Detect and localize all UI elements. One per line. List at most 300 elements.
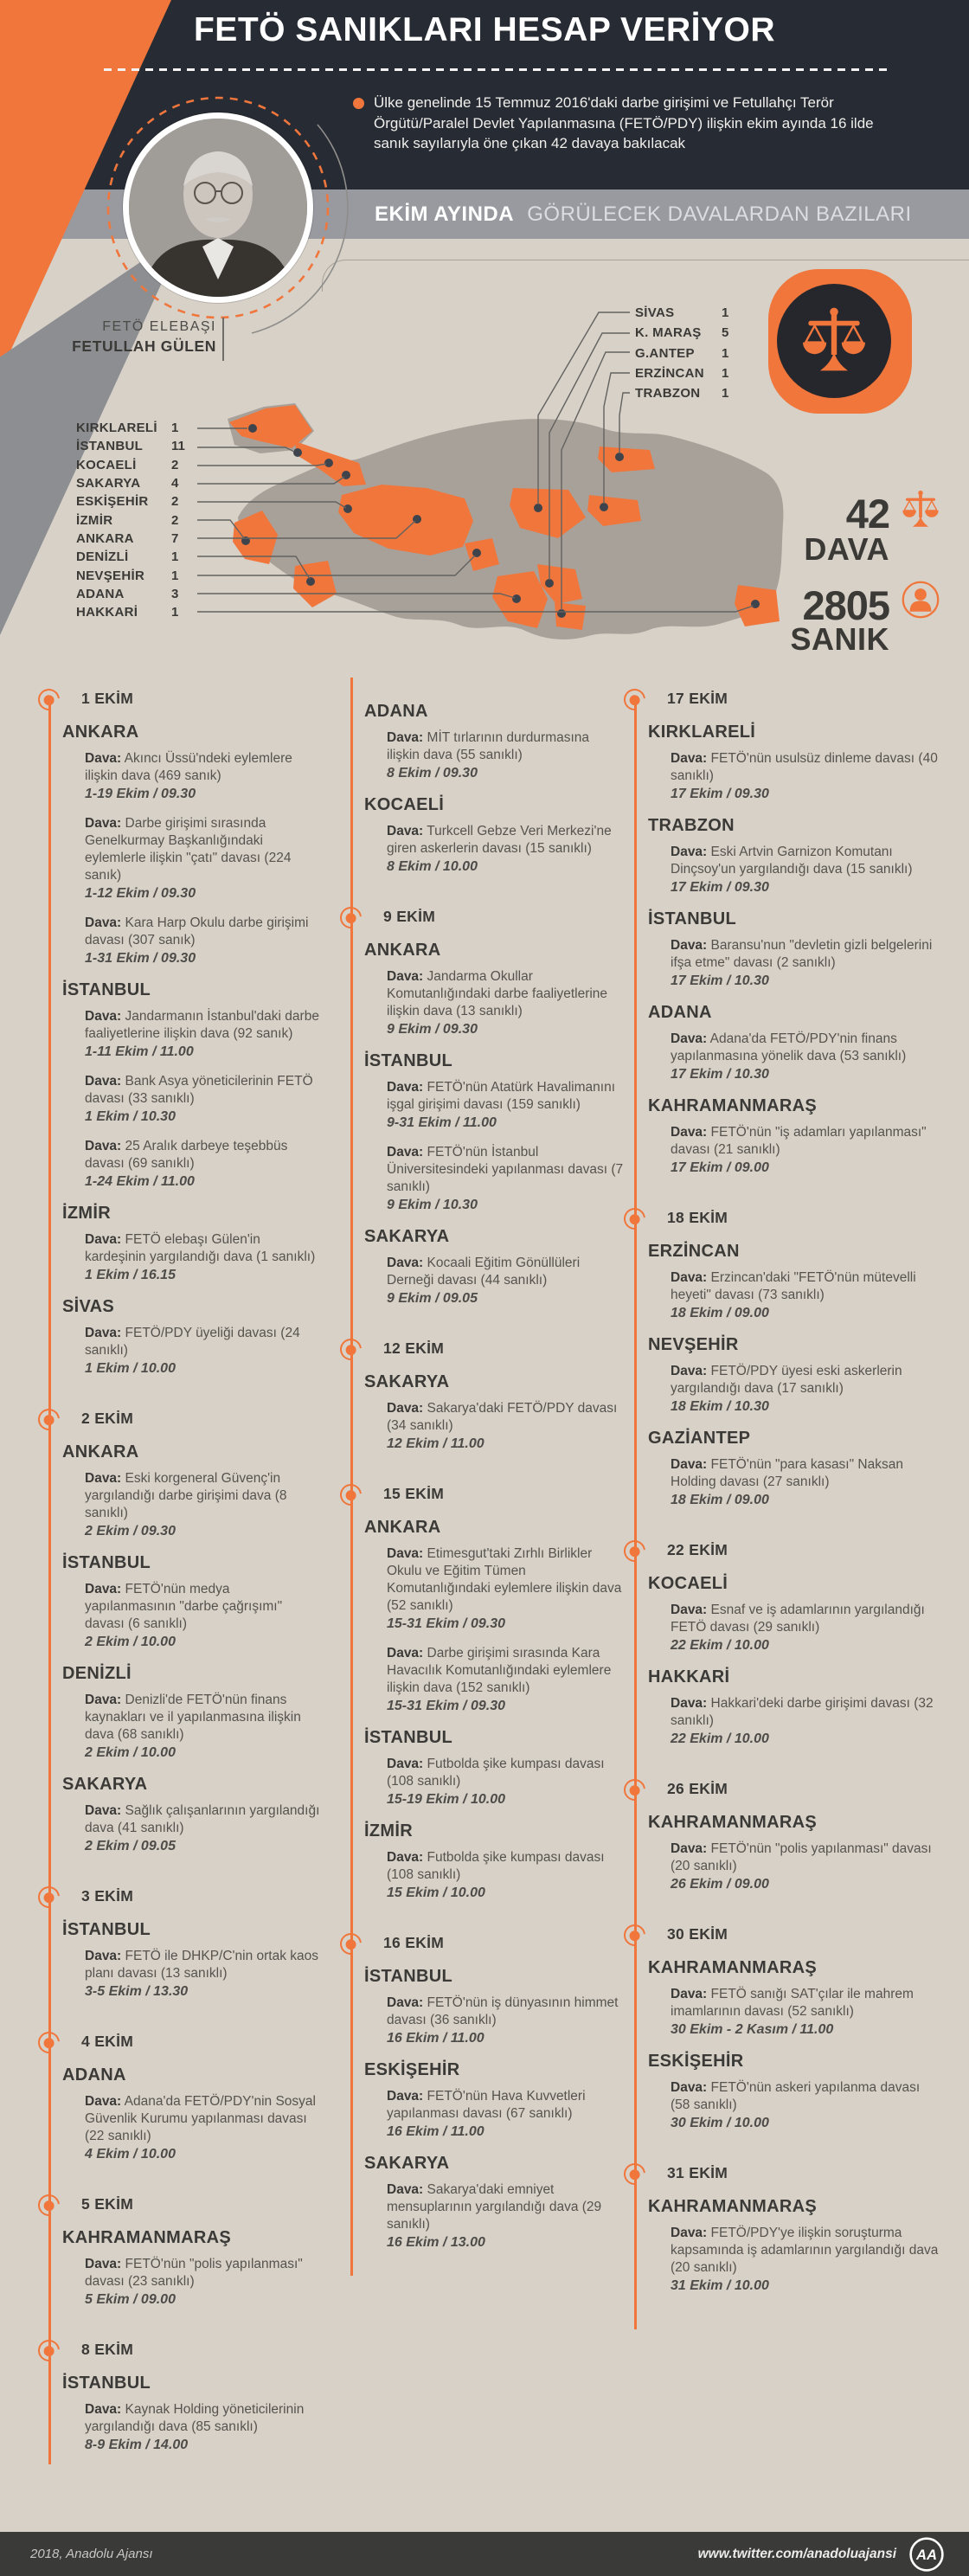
portrait-frame: [123, 112, 313, 303]
case-text: FETÖ'nün iş dünyasının himmet davası (36 sanıklı): [387, 1995, 619, 2027]
timeline-block: [671, 937, 942, 989]
timeline-column-2: [350, 688, 624, 2264]
timeline-block: [85, 2401, 324, 2453]
case-schedule: 15 Ekim / 10.00: [387, 1885, 485, 1900]
timeline-date-label: 17 EKİM: [667, 689, 728, 707]
timeline-block: [85, 1802, 324, 1854]
province-row: [76, 492, 185, 511]
province-row: [76, 474, 185, 492]
timeline-date-bullet-icon: [34, 2190, 64, 2220]
city-heading: KOCAELİ: [364, 795, 445, 814]
case-schedule: 17 Ekim / 09.00: [671, 1160, 769, 1175]
province-row: [635, 383, 728, 403]
timeline-block: [85, 1948, 324, 2000]
timeline-block: [671, 1124, 942, 1176]
timeline-block: [671, 1363, 942, 1415]
timeline-block: [648, 2052, 942, 2072]
timeline-block: [671, 2225, 942, 2294]
fethullah-gulen-photo: [129, 119, 307, 297]
timeline-block: [387, 2088, 624, 2140]
province-count: 1: [171, 568, 179, 583]
province-count: 3: [171, 586, 179, 601]
timeline-block: [648, 1429, 942, 1449]
timeline-date-label: 30 EKİM: [667, 1924, 728, 1943]
case-label: Dava:: [671, 1457, 708, 1472]
timeline-block: [387, 823, 624, 875]
case-schedule: 26 Ekim / 09.00: [671, 1877, 769, 1892]
province-name: ESKİŞEHİR: [76, 494, 149, 510]
province-count: 7: [171, 530, 179, 546]
case-schedule: 1-24 Ekim / 11.00: [85, 1174, 195, 1189]
case-schedule: 1 Ekim / 10.30: [85, 1109, 176, 1124]
timeline-block: [671, 1031, 942, 1082]
case-label: Dava:: [85, 1803, 122, 1818]
case-text: Eski Artvin Garnizon Komutanı Dinçsoy'un yargılandığı dava (15 sanıklı): [671, 845, 913, 877]
timeline-column-3: [634, 688, 942, 2307]
case-text: FETÖ elebaşı Gülen'in kardeşinin yargılandığı dava (1 sanıklı): [85, 1232, 316, 1264]
timeline-block: [85, 1581, 324, 1650]
timeline-blocks: [364, 702, 624, 2251]
timeline-block: [383, 906, 624, 927]
case-label: Dava:: [671, 1031, 708, 1046]
timeline-block: [85, 1231, 324, 1283]
timeline-block: [85, 1470, 324, 1539]
province-count: 2: [171, 512, 179, 528]
case-label: Dava:: [671, 1696, 708, 1711]
timeline-block: [671, 1695, 942, 1747]
timeline-block: [85, 1073, 324, 1125]
province-row: [76, 437, 185, 455]
footer-bar: [0, 2532, 969, 2576]
case-schedule: 1-19 Ekim / 09.30: [85, 787, 196, 801]
timeline-block: [383, 1483, 624, 1504]
sanik-count: 2805: [802, 582, 889, 628]
timeline-date-label: 12 EKİM: [383, 1339, 445, 1357]
case-schedule: 1-12 Ekim / 09.30: [85, 886, 196, 901]
province-name: KOCAELİ: [76, 457, 137, 472]
province-name: DENİZLİ: [76, 549, 129, 565]
timeline-block: [364, 702, 624, 722]
city-heading: KOCAELİ: [648, 1574, 728, 1593]
city-heading: HAKKARİ: [648, 1667, 730, 1686]
case-text: FETÖ/PDY üyeliği davası (24 sanıklı): [85, 1326, 300, 1358]
case-schedule: 22 Ekim / 10.00: [671, 1638, 769, 1653]
province-name: HAKKARİ: [76, 605, 138, 620]
province-row: [76, 585, 185, 603]
timeline-block: [671, 2079, 942, 2131]
case-label: Dava:: [85, 1074, 122, 1089]
province-name: ANKARA: [76, 530, 134, 546]
timeline-block: [387, 1995, 624, 2046]
case-text: Akıncı Üssü'ndeki eylemlere ilişkin dava (469 sanık): [85, 751, 292, 783]
timeline-block: [671, 1986, 942, 2038]
page-title: FETÖ SANIKLARI HESAP VERİYOR: [193, 11, 776, 48]
case-schedule: 16 Ekim / 11.00: [387, 2031, 484, 2046]
case-text: FETÖ'nün usulsüz dinleme davası (40 sanıklı): [671, 751, 938, 783]
case-schedule: 17 Ekim / 10.30: [671, 973, 769, 988]
timeline-block: [62, 2374, 324, 2393]
case-label: Dava:: [671, 751, 708, 766]
timeline-block: [648, 1003, 942, 1023]
case-label: Dava:: [671, 1841, 708, 1856]
timeline-block: [85, 1692, 324, 1761]
timeline-block: [648, 1096, 942, 1116]
timeline-date-label: 26 EKİM: [667, 1779, 728, 1797]
case-text: FETÖ'nün Hava Kuvvetleri yapılanması davası (67 sanıklı): [387, 2089, 586, 2121]
timeline-block: [648, 1667, 942, 1687]
case-text: Baransu'nun "devletin gizli belgelerini ifşa etme" davası (2 sanıklı): [671, 938, 933, 970]
timeline-date-label: 18 EKİM: [667, 1208, 728, 1226]
province-count: 2: [171, 494, 179, 510]
case-text: Hakkari'deki darbe girişimi davası (32 sanıklı): [671, 1696, 934, 1728]
case-text: FETÖ'nün "polis yapılanması" davası (23 sanıklı): [85, 2257, 303, 2289]
timeline-block: [81, 2339, 324, 2360]
timeline-block: [387, 1849, 624, 1901]
timeline-date-bullet-icon: [619, 1204, 650, 1234]
province-count: 1: [171, 549, 179, 565]
case-schedule: 1-11 Ekim / 11.00: [85, 1044, 194, 1059]
case-label: Dava:: [85, 816, 122, 831]
timeline-block: [85, 750, 324, 802]
case-label: Dava:: [387, 2182, 424, 2197]
province-count: 4: [171, 476, 179, 491]
timeline-date-label: 9 EKİM: [383, 907, 436, 925]
timeline-date-label: 22 EKİM: [667, 1540, 728, 1558]
case-schedule: 2 Ekim / 10.00: [85, 1745, 176, 1760]
timeline-date-label: 3 EKİM: [81, 1886, 134, 1905]
city-heading: KAHRAMANMARAŞ: [648, 1096, 817, 1115]
province-name: SİVAS: [635, 305, 675, 321]
timeline-date-label: 15 EKİM: [383, 1484, 445, 1502]
case-text: Futbolda şike kumpası davası (108 sanıklı): [387, 1757, 605, 1789]
timeline-block: [667, 2162, 942, 2183]
caption-role: FETÖ ELEBAŞI: [102, 319, 216, 334]
timeline-block: [62, 980, 324, 1000]
timeline-block: [364, 1051, 624, 1071]
case-schedule: 18 Ekim / 10.30: [671, 1399, 769, 1414]
intro-text: Ülke genelinde 15 Temmuz 2016'daki darbe girişimi ve Fetullahçı Terör Örgütü/Paralel Devlet Yapılanmasına (FETÖ/PDY) ilişkin ekim ayında 16 ilde sanık sayılarıyla öne çıkan 42 davaya bakılacak: [374, 94, 874, 151]
case-text: FETÖ'nün "polis yapılanması" davası (20 sanıklı): [671, 1841, 932, 1873]
case-label: Dava:: [671, 1125, 708, 1140]
case-label: Dava:: [85, 1693, 122, 1707]
timeline-block: [85, 815, 324, 902]
timeline-block: [364, 2154, 624, 2174]
case-label: Dava:: [85, 2257, 122, 2271]
timeline-block: [667, 688, 942, 709]
case-schedule: 15-31 Ekim / 09.30: [387, 1699, 505, 1713]
case-text: Sağlık çalışanlarının yargılandığı dava (41 sanıklı): [85, 1803, 320, 1835]
city-heading: DENİZLİ: [62, 1664, 132, 1683]
sanik-label: SANIK: [790, 621, 889, 657]
timeline-date-bullet-icon: [34, 2335, 64, 2366]
city-heading: İSTANBUL: [62, 1920, 151, 1939]
case-text: Jandarmanın İstanbul'daki darbe faaliyetlerine ilişkin dava (92 sanık): [85, 1009, 319, 1041]
case-text: FETÖ'nün askeri yapılanma davası (58 sanıklı): [671, 2080, 921, 2112]
case-text: Sakarya'daki FETÖ/PDY davası (34 sanıklı): [387, 1401, 618, 1433]
case-label: Dava:: [85, 1326, 122, 1340]
city-heading: İSTANBUL: [62, 980, 151, 999]
province-count: 2: [171, 457, 179, 472]
city-heading: ANKARA: [364, 941, 441, 960]
case-label: Dava:: [671, 2080, 708, 2095]
timeline-block: [671, 1456, 942, 1508]
timeline-block: [648, 1813, 942, 1833]
province-row: [76, 603, 185, 621]
case-text: FETÖ'nün İstanbul Üniversitesindeki yapılanması davası (7 sanıklı): [387, 1145, 624, 1194]
city-heading: NEVŞEHİR: [648, 1335, 739, 1354]
case-text: FETÖ'nün "iş adamları yapılanması" davası (21 sanıklı): [671, 1125, 927, 1157]
case-label: Dava:: [85, 1582, 122, 1596]
case-schedule: 2 Ekim / 10.00: [85, 1635, 176, 1649]
timeline-block: [62, 1664, 324, 1684]
timeline-block: [667, 1539, 942, 1560]
timeline-block: [387, 1645, 624, 1714]
province-count: 5: [722, 325, 729, 341]
case-text: Turkcell Gebze Veri Merkezi'ne giren askerlerin davası (15 sanıklı): [387, 824, 612, 856]
timeline-block: [648, 1335, 942, 1355]
case-schedule: 16 Ekim / 13.00: [387, 2235, 485, 2250]
case-schedule: 5 Ekim / 09.00: [85, 2292, 176, 2307]
province-count: 1: [722, 305, 729, 321]
timeline-date-bullet-icon: [34, 1404, 64, 1435]
province-count: 1: [722, 345, 729, 361]
timeline-block: [364, 1967, 624, 1987]
timeline-block: [62, 1297, 324, 1317]
case-label: Dava:: [387, 1850, 424, 1865]
case-label: Dava:: [85, 1009, 122, 1024]
band-title-rest: GÖRÜLECEK DAVALARDAN BAZILARI: [527, 202, 912, 226]
timeline-block: [387, 1545, 624, 1632]
province-row: [76, 456, 185, 474]
city-heading: KAHRAMANMARAŞ: [648, 1958, 817, 1977]
case-schedule: 1 Ekim / 16.15: [85, 1268, 176, 1282]
case-schedule: 18 Ekim / 09.00: [671, 1493, 769, 1507]
case-text: Esnaf ve iş adamlarının yargılandığı FETÖ davası (29 sanıklı): [671, 1603, 925, 1635]
timeline-block: [364, 941, 624, 960]
case-schedule: 17 Ekim / 09.30: [671, 880, 769, 895]
timeline-block: [85, 1325, 324, 1377]
case-label: Dava:: [85, 915, 122, 930]
case-schedule: 18 Ekim / 09.00: [671, 1306, 769, 1320]
timeline-block: [648, 1958, 942, 1978]
case-label: Dava:: [671, 2226, 708, 2240]
case-text: FETÖ/PDY'ye ilişkin soruşturma kapsamında iş adamlarının yargılandığı dava (20 sanıklı): [671, 2226, 939, 2275]
case-schedule: 9 Ekim / 09.05: [387, 1291, 478, 1306]
case-label: Dava:: [387, 1546, 424, 1561]
case-schedule: 17 Ekim / 09.30: [671, 787, 769, 801]
province-name: SAKARYA: [76, 476, 141, 491]
timeline-block: [648, 909, 942, 929]
case-text: Eski korgeneral Güvenç'in yargılandığı darbe girişimi dava (8 sanıklı): [85, 1471, 287, 1520]
case-schedule: 22 Ekim / 10.00: [671, 1731, 769, 1746]
timeline-block: [62, 1920, 324, 1940]
city-heading: ANKARA: [62, 723, 139, 742]
timeline-block: [81, 688, 324, 709]
caption-name: FETULLAH GÜLEN: [72, 337, 216, 355]
timeline-date-bullet-icon: [336, 1480, 366, 1510]
case-label: Dava:: [85, 1471, 122, 1486]
case-label: Dava:: [85, 751, 122, 766]
timeline-block: [387, 1400, 624, 1452]
province-count: 1: [722, 366, 729, 382]
case-text: Bank Asya yöneticilerinin FETÖ davası (33 sanıklı): [85, 1074, 313, 1106]
timeline-block: [364, 1821, 624, 1841]
case-label: Dava:: [85, 1139, 122, 1153]
timeline-block: [364, 2060, 624, 2080]
timeline-block: [62, 1775, 324, 1795]
timeline-line: [634, 698, 637, 2329]
twitter-url[interactable]: www.twitter.com/anadoluajansi: [697, 2546, 896, 2561]
province-count: 1: [171, 605, 179, 620]
city-heading: İSTANBUL: [364, 1967, 453, 1986]
city-heading: KIRKLARELİ: [648, 723, 756, 742]
province-row: [76, 566, 185, 584]
city-heading: ANKARA: [364, 1518, 441, 1537]
timeline-date-label: 4 EKİM: [81, 2032, 134, 2050]
province-row: [635, 344, 728, 363]
case-schedule: 3-5 Ekim / 13.30: [85, 1984, 189, 1999]
city-heading: ADANA: [62, 2065, 126, 2085]
timeline-block: [81, 1885, 324, 1906]
case-label: Dava:: [85, 2402, 122, 2417]
city-heading: ESKİŞEHİR: [648, 2052, 744, 2071]
timeline-blocks: [62, 688, 324, 2453]
case-text: Futbolda şike kumpası davası (108 sanıklı): [387, 1850, 605, 1882]
city-heading: SİVAS: [62, 1297, 115, 1316]
case-schedule: 8 Ekim / 10.00: [387, 859, 478, 874]
city-heading: İZMİR: [364, 1821, 413, 1840]
province-count: 1: [722, 386, 729, 401]
province-name: ADANA: [76, 586, 125, 601]
case-schedule: 16 Ekim / 11.00: [387, 2124, 484, 2139]
timeline-block: [648, 2197, 942, 2217]
city-heading: İSTANBUL: [364, 1051, 453, 1070]
timeline-block: [364, 1227, 624, 1247]
timeline-block: [387, 1756, 624, 1808]
timeline-block: [85, 2093, 324, 2162]
province-name: TRABZON: [635, 386, 701, 401]
city-heading: İZMİR: [62, 1204, 111, 1223]
timeline-date-label: 16 EKİM: [383, 1933, 445, 1951]
case-text: MİT tırlarının durdurmasına ilişkin dava (55 sanıklı): [387, 730, 590, 762]
case-text: FETÖ/PDY üyesi eski askerlerin yargılandığı dava (17 sanıklı): [671, 1364, 902, 1396]
case-label: Dava:: [387, 1757, 424, 1771]
city-heading: ESKİŞEHİR: [364, 2060, 460, 2079]
city-heading: İSTANBUL: [364, 1728, 453, 1747]
province-row: [76, 548, 185, 566]
case-text: Kocaali Eğitim Gönüllüleri Derneği davası (44 sanıklı): [387, 1256, 581, 1288]
case-label: Dava:: [85, 1232, 122, 1247]
city-heading: İSTANBUL: [62, 1553, 151, 1572]
timeline-block: [387, 1255, 624, 1307]
timeline-block: [387, 968, 624, 1037]
timeline-block: [85, 1008, 324, 1060]
case-label: Dava:: [387, 730, 424, 745]
timeline-date-bullet-icon: [619, 1920, 650, 1950]
case-schedule: 17 Ekim / 10.30: [671, 1067, 769, 1082]
case-label: Dava:: [387, 1401, 424, 1416]
timeline-block: [383, 1338, 624, 1359]
case-label: Dava:: [671, 1603, 708, 1617]
timeline-block: [648, 816, 942, 836]
anadolu-agency-logo: [908, 2536, 945, 2573]
case-label: Dava:: [671, 938, 708, 953]
case-label: Dava:: [671, 1987, 708, 2001]
dava-count: 42: [845, 491, 889, 536]
timeline-date-label: 2 EKİM: [81, 1409, 134, 1427]
timeline-date-bullet-icon: [34, 1882, 64, 1912]
province-list-right: [635, 303, 728, 403]
case-schedule: 9 Ekim / 09.30: [387, 1022, 478, 1037]
timeline-date-bullet-icon: [619, 1775, 650, 1805]
case-text: Darbe girişimi sırasında Genelkurmay Başkanlığındaki eylemlerle ilişkin "çatı" davası (224 sanık): [85, 816, 292, 883]
timeline-block: [62, 1442, 324, 1462]
timeline-block: [387, 2181, 624, 2251]
province-row: [76, 530, 185, 548]
province-name: NEVŞEHİR: [76, 568, 145, 583]
case-label: Dava:: [85, 2094, 122, 2109]
timeline-block: [671, 1269, 942, 1321]
portrait-illustration: [129, 119, 307, 297]
case-text: Denizli'de FETÖ'nün finans kaynakları ve il yapılanmasına ilişkin dava (68 sanıklı): [85, 1693, 301, 1742]
case-text: FETÖ ile DHKP/C'nin ortak kaos planı davası (13 sanıklı): [85, 1949, 319, 1981]
map-shapes: [228, 403, 783, 639]
city-heading: SAKARYA: [364, 1227, 450, 1246]
city-heading: SAKARYA: [364, 2154, 450, 2173]
case-label: Dava:: [387, 1080, 424, 1095]
timeline-block: [81, 1408, 324, 1429]
case-text: FETÖ'nün "para kasası" Naksan Holding davası (27 sanıklı): [671, 1457, 903, 1489]
case-schedule: 2 Ekim / 09.05: [85, 1839, 176, 1853]
timeline-column-1: [48, 688, 324, 2466]
province-row: [635, 363, 728, 383]
province-name: K. MARAŞ: [635, 325, 702, 341]
case-label: Dava:: [387, 1646, 424, 1661]
province-row: [635, 323, 728, 343]
case-schedule: 2 Ekim / 09.30: [85, 1524, 176, 1539]
city-heading: SAKARYA: [364, 1372, 450, 1391]
timeline-date-bullet-icon: [336, 1929, 366, 1959]
timeline-date-bullet-icon: [619, 2159, 650, 2189]
province-row: [635, 303, 728, 323]
timeline-block: [671, 1840, 942, 1892]
timeline-date-label: 8 EKİM: [81, 2340, 134, 2358]
city-heading: ADANA: [648, 1003, 712, 1022]
case-label: Dava:: [387, 1145, 424, 1160]
case-text: 25 Aralık darbeye teşebbüs davası (69 sanıklı): [85, 1139, 288, 1171]
province-name: İSTANBUL: [76, 439, 144, 454]
timeline-block: [81, 2031, 324, 2052]
copyright-text: 2018, Anadolu Ajansı: [30, 2547, 153, 2561]
timeline-date-bullet-icon: [336, 1334, 366, 1365]
city-heading: GAZİANTEP: [648, 1429, 751, 1448]
province-count: 1: [171, 421, 179, 436]
province-row: [76, 511, 185, 529]
timeline-block: [62, 1553, 324, 1573]
timeline-block: [62, 723, 324, 742]
case-schedule: 1-31 Ekim / 09.30: [85, 951, 196, 966]
timeline-block: [383, 1932, 624, 1953]
case-label: Dava:: [671, 1270, 708, 1285]
timeline-block: [81, 2194, 324, 2214]
case-label: Dava:: [387, 1995, 424, 2010]
timeline-block: [387, 1079, 624, 1131]
case-schedule: 12 Ekim / 11.00: [387, 1436, 484, 1451]
province-name: ERZİNCAN: [635, 366, 704, 382]
province-name: İZMİR: [76, 512, 113, 528]
case-text: FETÖ'nün medya yapılanmasının "darbe çağrışımı" davası (6 sanıklı): [85, 1582, 283, 1631]
timeline-block: [364, 1518, 624, 1538]
